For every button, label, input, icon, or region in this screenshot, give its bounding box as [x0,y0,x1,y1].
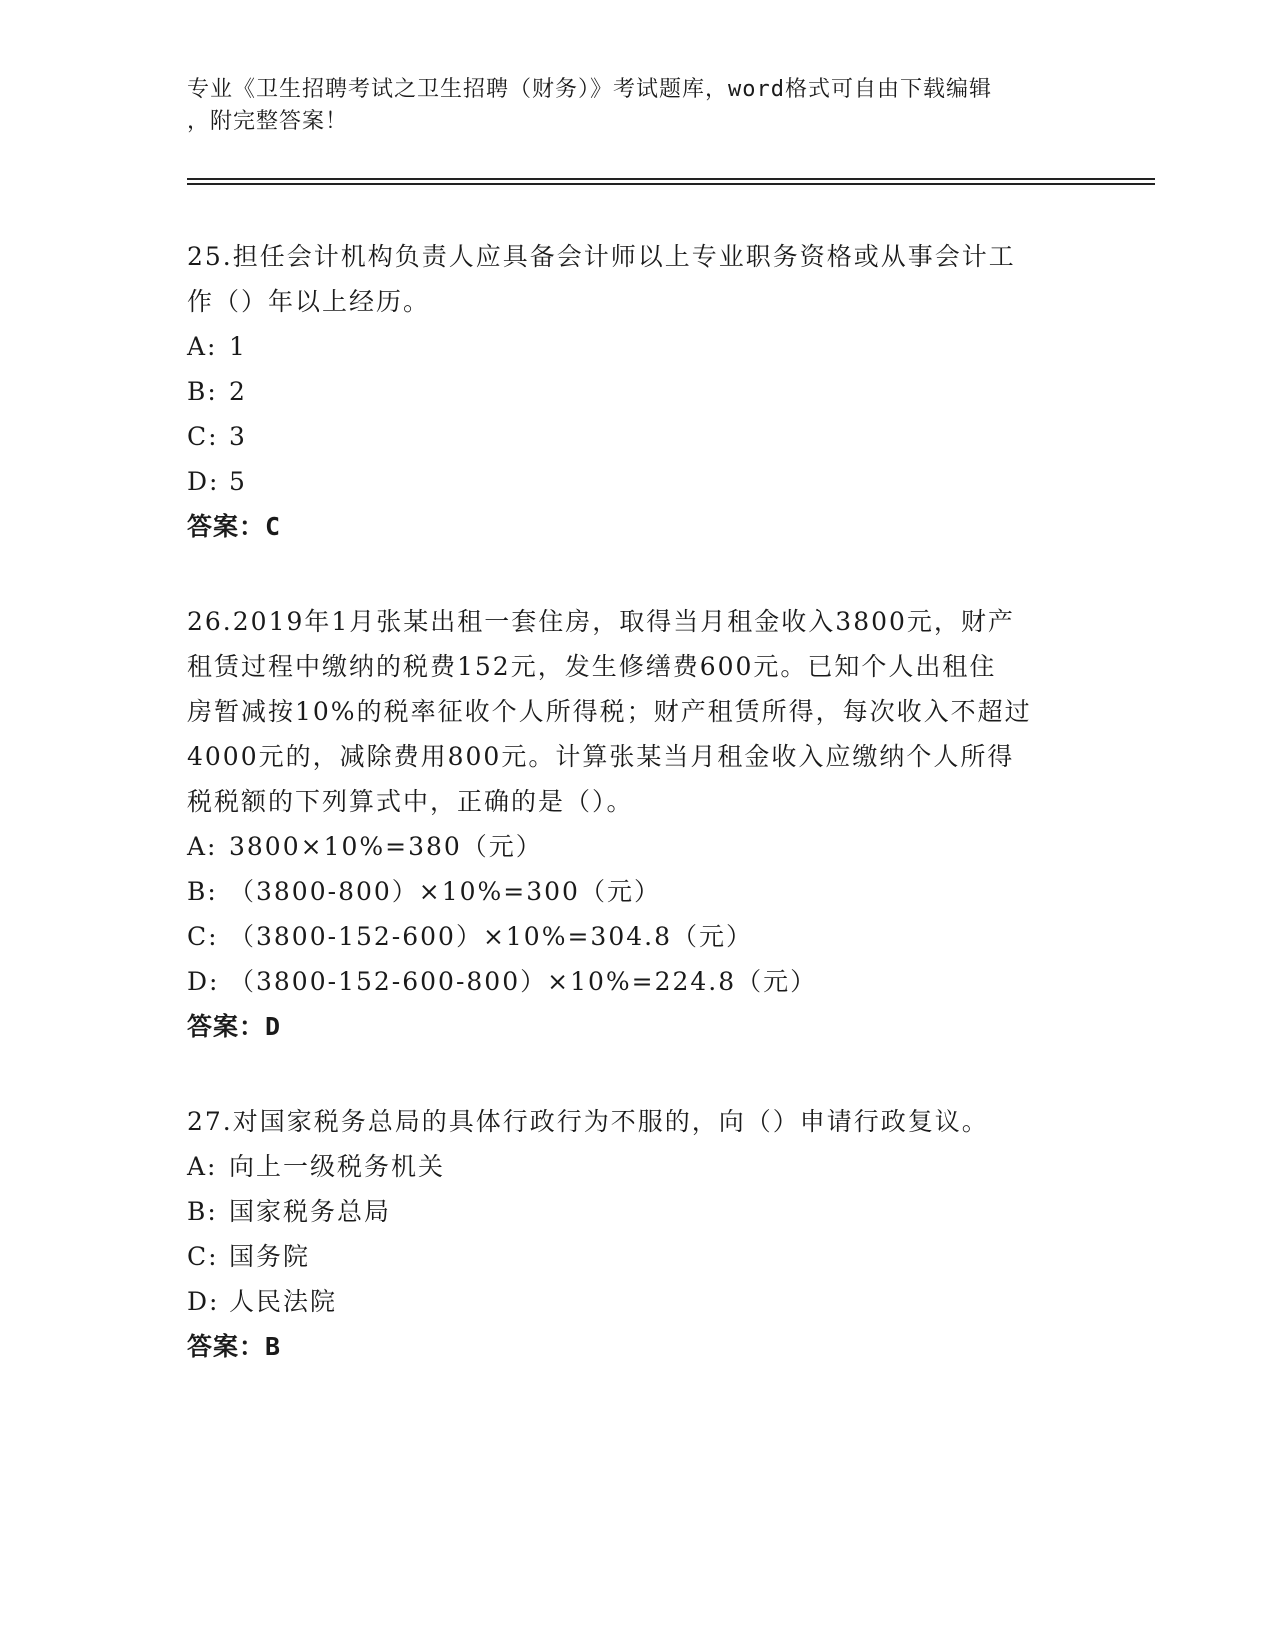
option-letter: B: [187,877,218,906]
question-25 [187,234,1082,549]
answer-line: 答案：C [187,512,282,541]
stem-line: 作（）年以上经历。 [187,287,431,316]
question-27 [187,1099,1082,1369]
option-text: 1 [229,332,247,361]
stem-line: 房暂减按10%的税率征收个人所得税；财产租赁所得，每次收入不超过 [187,697,1032,726]
question-stem [187,234,1082,324]
option-text: （3800-152-600）×10%=304.8（元） [229,922,753,951]
option-a [187,324,1082,369]
option-text: （3800-800）×10%=300（元） [229,877,661,906]
option-text: 5 [229,467,247,496]
option-letter: A: [187,1152,218,1181]
option-letter: D: [187,967,220,996]
option-text: （3800-152-600-800）×10%=224.8（元） [229,967,818,996]
option-letter: C: [187,422,219,451]
option-letter: A: [187,832,218,861]
option-b [187,1189,1082,1234]
option-letter: C: [187,922,219,951]
question-26 [187,599,1082,1049]
option-letter: B: [187,377,218,406]
option-text: 3800×10%=380（元） [229,832,543,861]
option-c [187,1234,1082,1279]
option-c [187,414,1082,459]
option-text: 3 [229,422,247,451]
option-letter: C: [187,1242,219,1271]
question-stem [187,1099,1082,1144]
option-a [187,1144,1082,1189]
answer-line: 答案：D [187,1012,282,1041]
stem-line: 租赁过程中缴纳的税费152元，发生修缮费600元。已知个人出租住 [187,652,997,681]
option-text: 人民法院 [229,1287,338,1316]
stem-line: 税税额的下列算式中，正确的是（）。 [187,787,634,816]
option-b [187,869,1082,914]
option-letter: B: [187,1197,218,1226]
header-line-1: 专业《卫生招聘考试之卫生招聘（财务）》考试题库，word格式可自由下载编辑 [187,77,992,102]
page-header [187,74,1067,138]
header-divider-top [187,178,1155,180]
option-text: 2 [229,377,247,406]
option-text: 国家税务总局 [229,1197,392,1226]
option-text: 向上一级税务机关 [229,1152,446,1181]
option-letter: D: [187,1287,220,1316]
stem-line: 27.对国家税务总局的具体行政行为不服的，向（）申请行政复议。 [187,1107,989,1136]
question-stem [187,599,1082,824]
option-c [187,914,1082,959]
stem-line: 4000元的，减除费用800元。计算张某当月租金收入应缴纳个人所得 [187,742,1015,771]
option-b [187,369,1082,414]
option-d [187,959,1082,1004]
header-divider-bottom [187,183,1155,185]
option-letter: A: [187,332,218,361]
option-d [187,1279,1082,1324]
option-text: 国务院 [229,1242,311,1271]
stem-line: 25.担任会计机构负责人应具备会计师以上专业职务资格或从事会计工 [187,242,1016,271]
option-letter: D: [187,467,220,496]
header-line-2: ，附完整答案！ [187,109,349,134]
stem-line: 26.2019年1月张某出租一套住房，取得当月租金收入3800元，财产 [187,607,1015,636]
option-d [187,459,1082,504]
option-a [187,824,1082,869]
answer-line: 答案：B [187,1332,282,1361]
